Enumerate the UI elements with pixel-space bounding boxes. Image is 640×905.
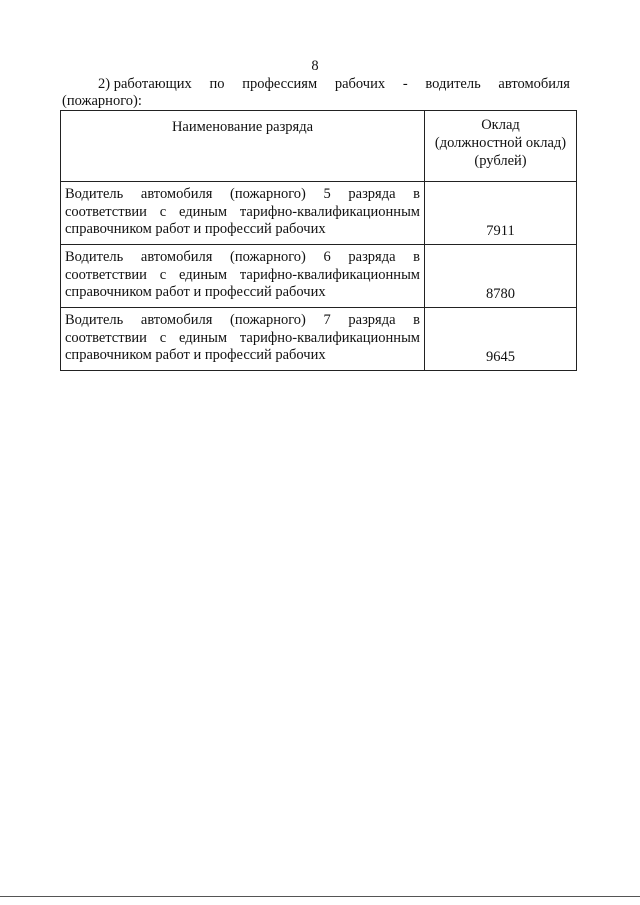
page-bottom-rule [0, 896, 640, 897]
salary-table [60, 110, 577, 371]
header-salary-line: Оклад [481, 117, 520, 133]
table-row [61, 182, 577, 245]
header-salary [425, 111, 577, 182]
intro-dash: - [402, 76, 408, 92]
table-header-row [61, 111, 577, 182]
intro-word: 2) работающих [98, 76, 192, 92]
salary-cell: 7911 [425, 182, 577, 245]
table-row [61, 245, 577, 308]
salary-cell: 8780 [425, 245, 577, 308]
grade-name-cell: Водитель автомобиля (пожарного) 5 разряда в соответствии с единым тарифно-квалификационным справочником работ и профессий рабочих [61, 182, 425, 245]
grade-name-cell: Водитель автомобиля (пожарного) 7 разряда в соответствии с единым тарифно-квалификационным справочником работ и профессий рабочих [61, 308, 425, 371]
intro-word: автомобиля [498, 76, 570, 92]
table-row [61, 308, 577, 371]
grade-name-cell: Водитель автомобиля (пожарного) 6 разряда в соответствии с единым тарифно-квалификационным справочником работ и профессий рабочих [61, 245, 425, 308]
intro-word: водитель [425, 76, 481, 92]
header-salary-line: (должностной оклад) [434, 135, 567, 151]
intro-line-1 [62, 76, 570, 93]
intro-word: профессиям [242, 76, 318, 92]
intro-word: по [209, 76, 225, 92]
intro-word: рабочих [334, 76, 386, 92]
salary-cell: 9645 [425, 308, 577, 371]
page-number: 8 [311, 58, 319, 74]
intro-line-2: (пожарного): [62, 93, 142, 109]
header-grade-name: Наименование разряда [61, 111, 425, 182]
intro-paragraph [62, 76, 570, 110]
header-salary-line: (рублей) [474, 153, 527, 169]
